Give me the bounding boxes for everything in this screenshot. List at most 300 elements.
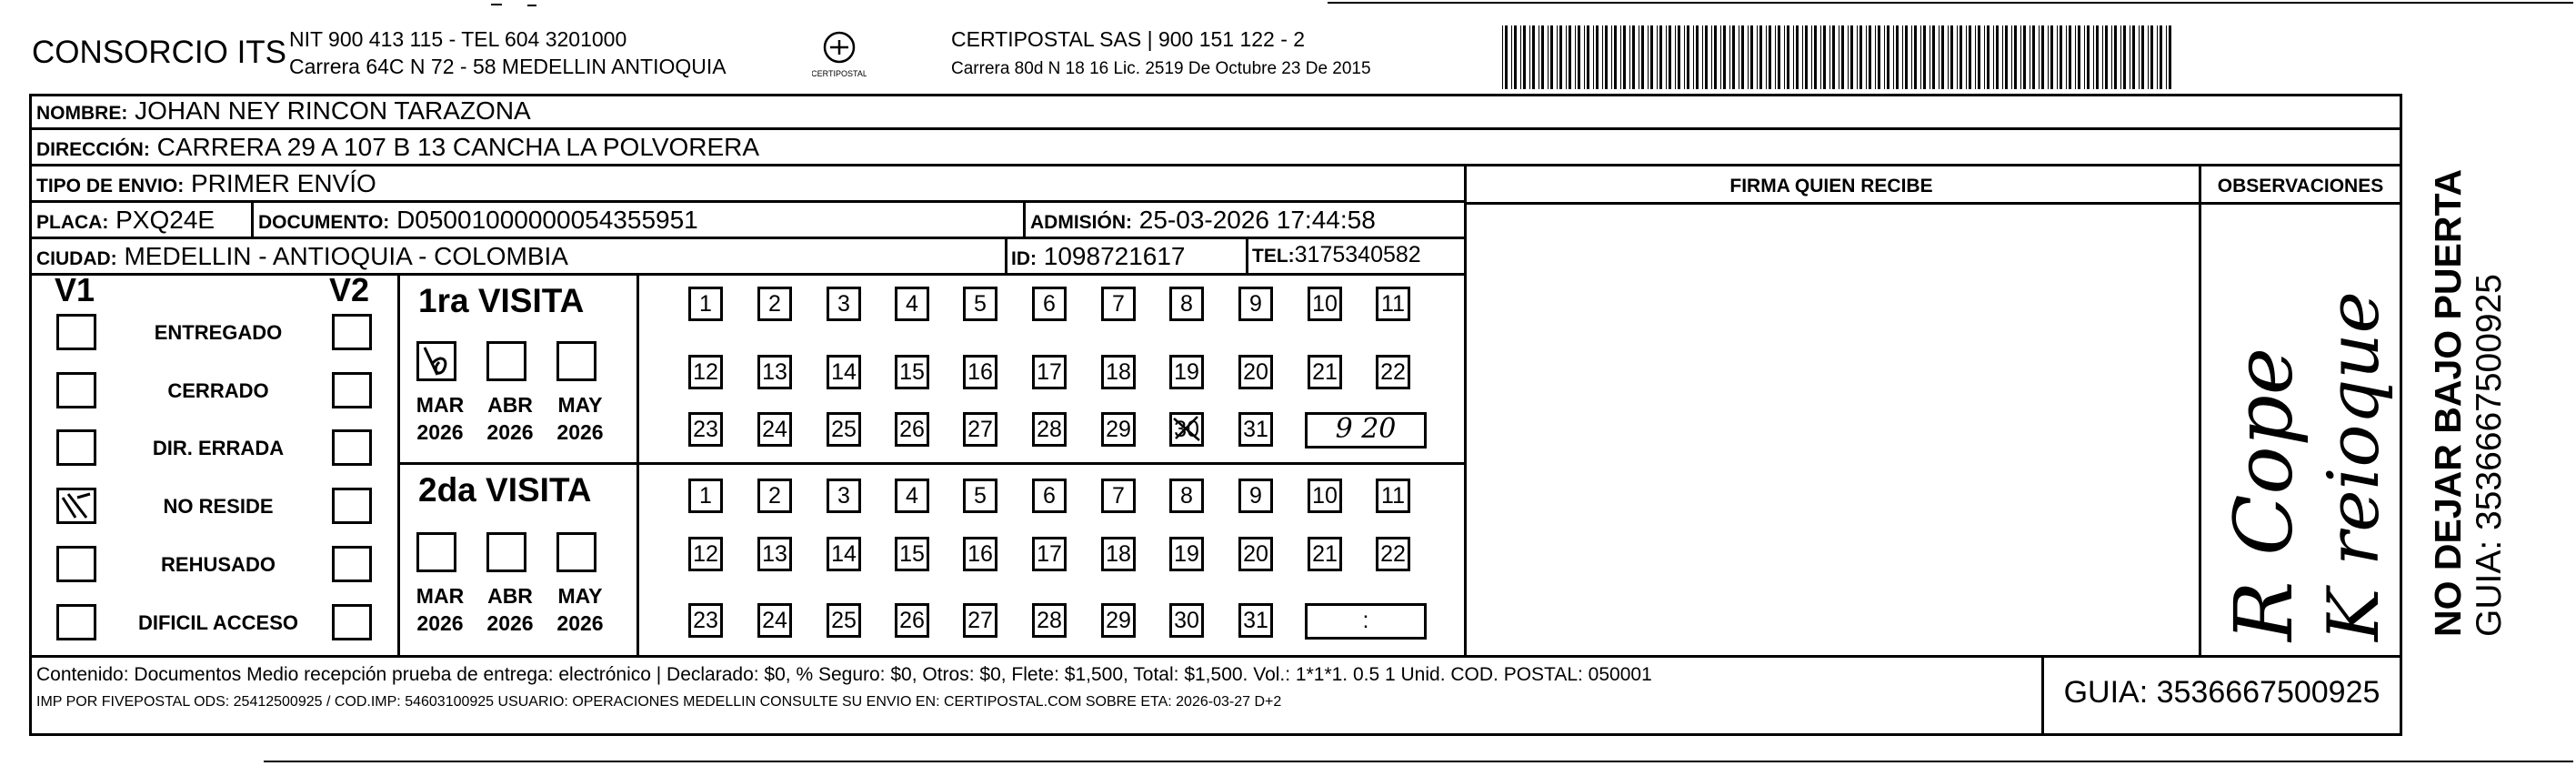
day-number: 8	[1180, 483, 1193, 509]
day-box[interactable]	[1238, 412, 1273, 447]
barcode-bar	[1584, 25, 1585, 89]
day-number: 10	[1312, 291, 1338, 317]
v1-checkbox[interactable]	[56, 546, 96, 582]
month-label: MAY	[557, 584, 603, 608]
day-box[interactable]	[827, 355, 861, 389]
day-number: 19	[1174, 541, 1199, 567]
day-box[interactable]	[757, 355, 792, 389]
year-label: 2026	[556, 420, 604, 444]
barcode-bar	[1705, 25, 1708, 89]
barcode-bar	[1675, 25, 1676, 89]
day-box[interactable]	[1101, 603, 1136, 638]
month-label: ABR	[487, 584, 533, 608]
barcode-bar	[2087, 25, 2090, 89]
day-number: 21	[1312, 541, 1338, 567]
day-number: 17	[1037, 541, 1062, 567]
day-box[interactable]	[688, 537, 723, 571]
barcode-bar	[1659, 25, 1662, 89]
barcode-bar	[1693, 25, 1694, 89]
barcode-bar	[1920, 25, 1921, 89]
year-label: 2026	[556, 611, 604, 635]
barcode-bar	[1950, 25, 1953, 89]
day-number: 17	[1037, 359, 1062, 385]
day-box[interactable]	[1238, 479, 1273, 513]
barcode-bar	[1948, 25, 1949, 89]
id-row	[1011, 242, 1186, 271]
certipostal-logo	[812, 27, 867, 82]
barcode-bar	[1802, 25, 1803, 89]
barcode-bar	[1532, 25, 1535, 89]
day-number: 22	[1380, 541, 1406, 567]
barcode-bar	[1884, 25, 1885, 89]
barcode-bar	[1869, 25, 1871, 89]
barcode-bar	[1732, 25, 1735, 89]
barcode-bar	[2032, 25, 2035, 89]
barcode-bar	[2157, 25, 2158, 89]
nit-line: NIT 900 413 115 - TEL 604 3201000	[289, 27, 627, 51]
rule	[29, 237, 1466, 239]
day-number: 5	[974, 291, 987, 317]
day-box[interactable]	[1308, 537, 1342, 571]
barcode-bar	[1820, 25, 1821, 89]
rule	[397, 462, 1466, 465]
barcode-bar	[1575, 25, 1576, 89]
barcode-bar	[1850, 25, 1853, 89]
day-number: 3	[837, 483, 850, 509]
day-box[interactable]	[757, 287, 792, 321]
rule	[29, 127, 2402, 130]
barcode-bar	[2020, 25, 2021, 89]
day-box[interactable]	[1169, 355, 1204, 389]
v2-checkbox[interactable]	[332, 604, 372, 640]
barcode-bar	[1787, 25, 1789, 89]
barcode-bar	[2011, 25, 2012, 89]
barcode-bar	[2105, 25, 2108, 89]
barcode-bar	[1911, 25, 1912, 89]
admision-label: ADMISIÓN:	[1030, 212, 1132, 233]
time-box[interactable]	[1305, 603, 1427, 640]
day-number: 28	[1037, 608, 1062, 633]
rule	[29, 273, 1466, 276]
day-number: 16	[967, 541, 993, 567]
day-number: 23	[693, 417, 718, 442]
barcode-bar	[1859, 25, 1862, 89]
barcode-bar	[1796, 25, 1799, 89]
v1-checkbox[interactable]	[56, 604, 96, 640]
barcode-bar	[1878, 25, 1880, 89]
contenido-text: Contenido: Documentos Medio recepción prueba de entrega: electrónico | Declarado: $0, % Seguro: $0, Otros: $0, Flete: $1,500, Total: $1,500. Vol.: 1*1*1. 0.5 1 Unid. COD. POSTAL: 050001	[36, 664, 1652, 685]
v2-checkbox[interactable]	[332, 429, 372, 466]
tipo-row	[36, 169, 376, 198]
day-box[interactable]	[963, 412, 997, 447]
barcode-bar	[1832, 25, 1835, 89]
time-box[interactable]	[1305, 412, 1427, 449]
day-number: 19	[1174, 359, 1199, 385]
bottom-rule	[264, 761, 2573, 762]
barcode-bar	[1696, 25, 1699, 89]
day-number: 18	[1106, 359, 1131, 385]
day-box[interactable]	[1169, 412, 1204, 447]
month-checkbox[interactable]	[416, 341, 456, 381]
barcode-bar	[1748, 25, 1749, 89]
day-box[interactable]	[1376, 537, 1410, 571]
day-box[interactable]	[757, 479, 792, 513]
barcode-bar	[1684, 25, 1685, 89]
barcode-bar	[1996, 25, 1999, 89]
day-box[interactable]	[1101, 287, 1136, 321]
barcode-bar	[1629, 25, 1630, 89]
day-box[interactable]	[688, 479, 723, 513]
direccion-row	[36, 133, 759, 162]
day-number: 29	[1106, 608, 1131, 633]
barcode-bar	[2123, 25, 2126, 89]
day-box[interactable]	[1032, 412, 1067, 447]
month-label: ABR	[487, 393, 533, 417]
day-number: 28	[1037, 417, 1062, 442]
day-box[interactable]	[757, 537, 792, 571]
partner-line: CERTIPOSTAL SAS | 900 151 122 - 2	[951, 27, 1306, 51]
day-box[interactable]	[1032, 479, 1067, 513]
barcode-bar	[1720, 25, 1721, 89]
handwriting-line1: R Cope	[2217, 348, 2310, 641]
v1-label: V1	[55, 271, 95, 308]
barcode-bar	[1893, 25, 1894, 89]
day-box[interactable]	[827, 287, 861, 321]
day-box[interactable]	[895, 412, 929, 447]
status-label: DIFICIL ACCESO	[137, 611, 298, 634]
barcode-bar	[1669, 25, 1671, 89]
month-checkbox[interactable]	[416, 532, 456, 572]
v2-label: V2	[329, 271, 370, 308]
day-number: 26	[899, 417, 925, 442]
barcode-bar	[1778, 25, 1780, 89]
rule	[29, 200, 1466, 203]
barcode-bar	[1811, 25, 1812, 89]
day-number: 10	[1312, 483, 1338, 509]
v1-checkbox[interactable]	[56, 429, 96, 466]
day-box[interactable]	[1101, 479, 1136, 513]
check-mark-icon	[419, 344, 454, 378]
day-box[interactable]	[1376, 479, 1410, 513]
day-number: 13	[762, 359, 787, 385]
day-number: 15	[899, 359, 925, 385]
barcode-bar	[1566, 25, 1567, 89]
barcode-bar	[1793, 25, 1794, 89]
barcode-bar	[1529, 25, 1530, 89]
firma-header: FIRMA QUIEN RECIBE	[1729, 176, 1933, 197]
barcode-bar	[1887, 25, 1889, 89]
barcode-bar	[2111, 25, 2112, 89]
year-label: 2026	[486, 611, 534, 635]
barcode-bar	[1611, 25, 1612, 89]
day-number: 12	[693, 359, 718, 385]
first-visit-title: 1ra VISITA	[418, 282, 585, 319]
barcode-bar	[1966, 25, 1967, 89]
barcode-bar	[1550, 25, 1553, 89]
barcode-bar	[1569, 25, 1571, 89]
barcode-bar	[2050, 25, 2053, 89]
barcode-bar	[1593, 25, 1594, 89]
documento-value: D05001000000054355951	[396, 206, 698, 234]
barcode-bar	[1666, 25, 1667, 89]
barcode-bar	[1650, 25, 1653, 89]
barcode-bar	[2039, 25, 2040, 89]
barcode-bar	[1548, 25, 1549, 89]
month-label: MAR	[416, 393, 465, 417]
day-number: 3	[837, 291, 850, 317]
barcode-bar	[1923, 25, 1926, 89]
day-box[interactable]	[1169, 603, 1204, 638]
v2-checkbox[interactable]	[332, 546, 372, 582]
barcode-bar	[2005, 25, 2008, 89]
day-box[interactable]	[1238, 287, 1273, 321]
day-box[interactable]	[827, 537, 861, 571]
barcode-bar	[2150, 25, 2153, 89]
day-number: 25	[831, 608, 857, 633]
day-number: 16	[967, 359, 993, 385]
day-number: 2	[768, 291, 781, 317]
v1-checkbox[interactable]	[56, 372, 96, 408]
day-box[interactable]	[1032, 537, 1067, 571]
check-mark-icon	[59, 490, 94, 521]
day-box[interactable]	[688, 287, 723, 321]
company-name: CONSORCIO ITS	[32, 35, 287, 70]
day-box[interactable]	[895, 479, 929, 513]
barcode-bar	[1523, 25, 1526, 89]
barcode-bar	[1775, 25, 1776, 89]
barcode-bar	[2041, 25, 2044, 89]
barcode-bar	[1559, 25, 1562, 89]
time-written: 9 20	[1335, 413, 1397, 445]
day-box[interactable]	[1308, 479, 1342, 513]
handwritten-observation	[2200, 205, 2401, 655]
day-box[interactable]	[1238, 355, 1273, 389]
day-number: 11	[1381, 291, 1405, 317]
second-visit-title: 2da VISITA	[418, 471, 592, 509]
barcode-bar	[1896, 25, 1899, 89]
day-number: 21	[1312, 359, 1338, 385]
barcode-bar	[2023, 25, 2026, 89]
barcode-bar	[2093, 25, 2094, 89]
rule	[1246, 237, 1248, 273]
day-number: 27	[967, 417, 993, 442]
day-number: 1	[699, 291, 712, 317]
day-box[interactable]	[688, 355, 723, 389]
year-label: 2026	[486, 420, 534, 444]
barcode-bar	[1620, 25, 1621, 89]
barcode-bar	[1702, 25, 1703, 89]
day-box[interactable]	[1032, 287, 1067, 321]
placa-value: PXQ24E	[115, 206, 216, 234]
day-number: 7	[1112, 291, 1125, 317]
rule	[1023, 200, 1026, 237]
barcode-bar	[1939, 25, 1940, 89]
day-box[interactable]	[757, 412, 792, 447]
month-checkbox[interactable]	[486, 532, 526, 572]
logo-text: CERTIPOSTAL	[812, 69, 867, 78]
day-box[interactable]	[1169, 537, 1204, 571]
placa-row	[36, 206, 215, 235]
year-label: 2026	[416, 420, 464, 444]
barcode-bar	[1511, 25, 1512, 89]
documento-label: DOCUMENTO:	[258, 212, 390, 233]
day-number: 30	[1174, 417, 1199, 442]
barcode-bar	[2060, 25, 2062, 89]
v2-checkbox[interactable]	[332, 314, 372, 350]
v2-checkbox[interactable]	[332, 372, 372, 408]
barcode-bar	[1957, 25, 1958, 89]
rule	[29, 655, 2402, 658]
barcode-bar	[1723, 25, 1726, 89]
day-box[interactable]	[1169, 479, 1204, 513]
barcode-bar	[1648, 25, 1649, 89]
day-box[interactable]	[827, 603, 861, 638]
tipo-value: PRIMER ENVÍO	[190, 169, 376, 197]
day-number: 7	[1112, 483, 1125, 509]
barcode-bar	[1814, 25, 1817, 89]
barcode-bar	[2066, 25, 2067, 89]
barcode-bar	[1932, 25, 1935, 89]
ciudad-value: MEDELLIN - ANTIOQUIA - COLOMBIA	[124, 242, 568, 270]
day-box[interactable]	[1101, 537, 1136, 571]
day-box[interactable]	[1101, 355, 1136, 389]
barcode-bar	[1969, 25, 1971, 89]
month-checkbox[interactable]	[556, 341, 596, 381]
barcode-bar	[1784, 25, 1785, 89]
day-number: 31	[1243, 417, 1268, 442]
barcode-bar	[2141, 25, 2144, 89]
day-box[interactable]	[1169, 287, 1204, 321]
barcode-bar	[1514, 25, 1517, 89]
day-number: 22	[1380, 359, 1406, 385]
day-number: 23	[693, 608, 718, 633]
day-box[interactable]	[1308, 355, 1342, 389]
barcode-bar	[2096, 25, 2099, 89]
barcode-bar	[1978, 25, 1980, 89]
day-box[interactable]	[895, 355, 929, 389]
day-number: 18	[1106, 541, 1131, 567]
day-box[interactable]	[688, 603, 723, 638]
month-label: MAY	[557, 393, 603, 417]
barcode-bar	[2166, 25, 2167, 89]
day-box[interactable]	[1238, 603, 1273, 638]
barcode-bar	[1905, 25, 1908, 89]
id-value: 1098721617	[1043, 242, 1186, 270]
barcode-bar	[2160, 25, 2162, 89]
day-box[interactable]	[827, 479, 861, 513]
v1-checkbox[interactable]	[56, 314, 96, 350]
day-number: 20	[1243, 541, 1268, 567]
rule	[1005, 237, 1007, 273]
v2-checkbox[interactable]	[332, 488, 372, 524]
tipo-label: TIPO DE ENVIO:	[36, 176, 185, 197]
barcode-bar	[1632, 25, 1635, 89]
barcode-bar	[2084, 25, 2085, 89]
footer-guia: GUIA: 3536667500925	[2063, 675, 2381, 710]
day-number: 6	[1043, 291, 1056, 317]
barcode-bar	[1557, 25, 1558, 89]
day-number: 24	[762, 608, 787, 633]
v1-checkbox[interactable]	[56, 488, 96, 524]
barcode-bar	[1993, 25, 1994, 89]
day-number: 27	[967, 608, 993, 633]
status-label: REHUSADO	[161, 553, 276, 576]
status-label: DIR. ERRADA	[152, 437, 285, 459]
partner-address: Carrera 80d N 18 16 Lic. 2519 De Octubre 23 De 2015	[951, 59, 1371, 78]
day-box[interactable]	[963, 537, 997, 571]
month-checkbox[interactable]	[556, 532, 596, 572]
rule	[29, 164, 2402, 166]
day-box[interactable]	[963, 603, 997, 638]
day-box[interactable]	[963, 355, 997, 389]
day-number: 11	[1381, 483, 1405, 509]
nombre-value: JOHAN NEY RINCON TARAZONA	[135, 96, 531, 125]
documento-row	[258, 206, 698, 235]
admision-row	[1030, 206, 1376, 235]
scan-mark	[491, 4, 502, 5]
day-number: 6	[1043, 483, 1056, 509]
day-number: 31	[1243, 608, 1268, 633]
day-box[interactable]	[1032, 355, 1067, 389]
day-box[interactable]	[1032, 603, 1067, 638]
barcode-bar	[1602, 25, 1603, 89]
tel-row	[1252, 242, 1421, 268]
day-box[interactable]	[1376, 355, 1410, 389]
day-box[interactable]	[963, 287, 997, 321]
day-box[interactable]	[688, 412, 723, 447]
day-number: 30	[1174, 608, 1199, 633]
barcode-bar	[1769, 25, 1771, 89]
barcode-bar	[1711, 25, 1712, 89]
day-box[interactable]	[1376, 287, 1410, 321]
day-number: 14	[831, 541, 857, 567]
barcode-bar	[1848, 25, 1849, 89]
day-number: 24	[762, 417, 787, 442]
barcode-bar	[1687, 25, 1689, 89]
day-box[interactable]	[757, 603, 792, 638]
day-box[interactable]	[827, 412, 861, 447]
barcode-bar	[2139, 25, 2140, 89]
day-box[interactable]	[895, 537, 929, 571]
day-number: 29	[1106, 417, 1131, 442]
month-checkbox[interactable]	[486, 341, 526, 381]
barcode-bar	[1714, 25, 1717, 89]
status-label: ENTREGADO	[154, 321, 283, 344]
day-box[interactable]	[1101, 412, 1136, 447]
barcode-bar	[1841, 25, 1844, 89]
day-box[interactable]	[963, 479, 997, 513]
day-box[interactable]	[895, 287, 929, 321]
day-number: 14	[831, 359, 857, 385]
day-number: 8	[1180, 291, 1193, 317]
day-box[interactable]	[1238, 537, 1273, 571]
barcode-bar	[2048, 25, 2049, 89]
barcode-bar	[1502, 25, 1503, 89]
barcode-bar	[1929, 25, 1930, 89]
day-box[interactable]	[895, 603, 929, 638]
barcode-bar	[1520, 25, 1521, 89]
day-box[interactable]	[1308, 287, 1342, 321]
rule	[1464, 164, 1467, 655]
nombre-label: NOMBRE:	[36, 103, 128, 124]
direccion-label: DIRECCIÓN:	[36, 139, 150, 160]
barcode-bar	[2075, 25, 2076, 89]
barcode-bar	[1960, 25, 1962, 89]
barcode-bar	[2120, 25, 2121, 89]
day-number: 2	[768, 483, 781, 509]
barcode-bar	[1729, 25, 1730, 89]
barcode-bar	[2148, 25, 2149, 89]
